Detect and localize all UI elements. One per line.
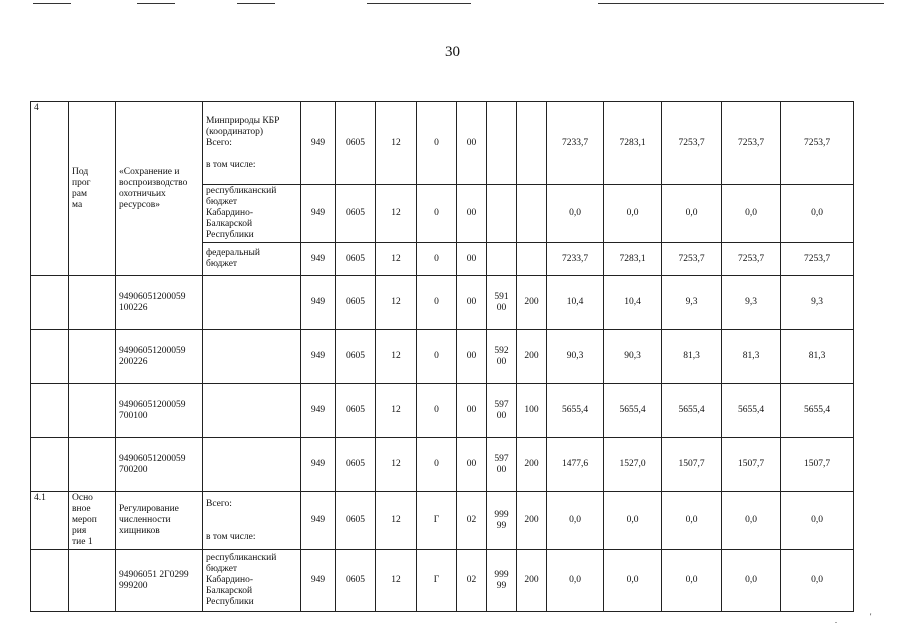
- row-name-cell: «Сохранение и воспроизводство охотничьих ресурсов»: [116, 102, 203, 276]
- row-name-cell: 94906051 2Г0299 999200: [116, 550, 203, 612]
- rzpr-cell: 0605: [336, 330, 376, 384]
- target-code-part2-cell: 0: [417, 330, 457, 384]
- target-code-part1-cell: 12: [376, 102, 417, 185]
- expense-type-cell: 200: [517, 330, 547, 384]
- amount-cell: 7253,7: [781, 243, 854, 276]
- expense-type-cell: [517, 102, 547, 185]
- amount-cell: 0,0: [662, 185, 722, 243]
- target-code-part1-cell: 12: [376, 550, 417, 612]
- amount-cell: 0,0: [781, 492, 854, 550]
- amount-cell: 5655,4: [547, 384, 604, 438]
- amount-cell: 0,0: [662, 550, 722, 612]
- row-number-cell: 4: [31, 102, 69, 276]
- target-code-part4-cell: 597 00: [487, 384, 517, 438]
- scan-mark: ': [870, 612, 872, 621]
- expense-type-cell: 100: [517, 384, 547, 438]
- amount-cell: 0,0: [604, 185, 662, 243]
- grbs-cell: 949: [301, 384, 336, 438]
- rzpr-cell: 0605: [336, 276, 376, 330]
- grbs-cell: 949: [301, 438, 336, 492]
- target-code-part1-cell: 12: [376, 276, 417, 330]
- row-source-cell: республиканский бюджет Кабардино- Балкарской Республики: [203, 185, 301, 243]
- row-source-cell: федеральный бюджет: [203, 243, 301, 276]
- amount-cell: 9,3: [722, 276, 781, 330]
- page-number: 30: [445, 44, 460, 60]
- target-code-part3-cell: 00: [457, 102, 487, 185]
- table-row: [31, 102, 854, 185]
- amount-cell: 9,3: [781, 276, 854, 330]
- expense-type-cell: [517, 185, 547, 243]
- table-row: [31, 276, 854, 330]
- row-source-cell: Минприроды КБР (координатор) Всего: в том числе:: [203, 102, 301, 185]
- rzpr-cell: 0605: [336, 550, 376, 612]
- grbs-cell: 949: [301, 492, 336, 550]
- grbs-cell: 949: [301, 550, 336, 612]
- amount-cell: 81,3: [722, 330, 781, 384]
- amount-cell: 7253,7: [662, 243, 722, 276]
- amount-cell: 0,0: [547, 492, 604, 550]
- target-code-part3-cell: 00: [457, 330, 487, 384]
- amount-cell: 0,0: [781, 550, 854, 612]
- grbs-cell: 949: [301, 102, 336, 185]
- row-type-cell: Под прог рам ма: [69, 102, 116, 276]
- row-name-cell: 94906051200059 700100: [116, 384, 203, 438]
- target-code-part3-cell: 00: [457, 243, 487, 276]
- amount-cell: 0,0: [722, 492, 781, 550]
- target-code-part1-cell: 12: [376, 330, 417, 384]
- amount-cell: 7253,7: [722, 102, 781, 185]
- target-code-part4-cell: [487, 185, 517, 243]
- amount-cell: 5655,4: [604, 384, 662, 438]
- row-number-cell: [31, 276, 69, 330]
- amount-cell: 7233,7: [547, 102, 604, 185]
- amount-cell: 1507,7: [781, 438, 854, 492]
- budget-table: [30, 101, 854, 612]
- expense-type-cell: 200: [517, 492, 547, 550]
- target-code-part2-cell: Г: [417, 492, 457, 550]
- amount-cell: 0,0: [547, 550, 604, 612]
- target-code-part4-cell: [487, 102, 517, 185]
- rzpr-cell: 0605: [336, 243, 376, 276]
- target-code-part1-cell: 12: [376, 492, 417, 550]
- target-code-part4-cell: 999 99: [487, 550, 517, 612]
- target-code-part1-cell: 12: [376, 243, 417, 276]
- grbs-cell: 949: [301, 330, 336, 384]
- row-name-cell: 94906051200059 700200: [116, 438, 203, 492]
- amount-cell: 7253,7: [781, 102, 854, 185]
- top-rule-3: [237, 3, 275, 4]
- amount-cell: 10,4: [604, 276, 662, 330]
- row-number-cell: [31, 438, 69, 492]
- top-rule-2: [137, 3, 175, 4]
- target-code-part1-cell: 12: [376, 438, 417, 492]
- target-code-part2-cell: 0: [417, 438, 457, 492]
- target-code-part4-cell: 597 00: [487, 438, 517, 492]
- target-code-part3-cell: 00: [457, 276, 487, 330]
- target-code-part2-cell: 0: [417, 185, 457, 243]
- target-code-part4-cell: 999 99: [487, 492, 517, 550]
- row-type-cell: [69, 550, 116, 612]
- rzpr-cell: 0605: [336, 492, 376, 550]
- amount-cell: 0,0: [781, 185, 854, 243]
- amount-cell: 1477,6: [547, 438, 604, 492]
- target-code-part4-cell: 591 00: [487, 276, 517, 330]
- target-code-part3-cell: 02: [457, 550, 487, 612]
- target-code-part1-cell: 12: [376, 185, 417, 243]
- amount-cell: 81,3: [662, 330, 722, 384]
- table-row: [31, 550, 854, 612]
- row-number-cell: [31, 384, 69, 438]
- rzpr-cell: 0605: [336, 102, 376, 185]
- amount-cell: 7253,7: [662, 102, 722, 185]
- target-code-part3-cell: 00: [457, 384, 487, 438]
- target-code-part2-cell: 0: [417, 102, 457, 185]
- top-rule-1: [33, 3, 71, 4]
- row-source-cell: [203, 276, 301, 330]
- target-code-part2-cell: 0: [417, 243, 457, 276]
- table-row: [31, 330, 854, 384]
- expense-type-cell: 200: [517, 550, 547, 612]
- amount-cell: 7283,1: [604, 102, 662, 185]
- target-code-part3-cell: 02: [457, 492, 487, 550]
- amount-cell: 1507,7: [722, 438, 781, 492]
- row-type-cell: [69, 384, 116, 438]
- expense-type-cell: 200: [517, 276, 547, 330]
- row-number-cell: [31, 330, 69, 384]
- amount-cell: 0,0: [722, 185, 781, 243]
- row-source-cell: Всего: в том числе:: [203, 492, 301, 550]
- top-rule-5: [598, 3, 884, 4]
- amount-cell: 9,3: [662, 276, 722, 330]
- amount-cell: 7253,7: [722, 243, 781, 276]
- row-source-cell: [203, 438, 301, 492]
- top-rule-4: [367, 3, 471, 4]
- target-code-part2-cell: Г: [417, 550, 457, 612]
- row-source-cell: [203, 330, 301, 384]
- row-type-cell: [69, 276, 116, 330]
- row-source-cell: республиканский бюджет Кабардино- Балкарской Республики: [203, 550, 301, 612]
- expense-type-cell: 200: [517, 438, 547, 492]
- grbs-cell: 949: [301, 276, 336, 330]
- target-code-part3-cell: 00: [457, 438, 487, 492]
- target-code-part4-cell: 592 00: [487, 330, 517, 384]
- amount-cell: 0,0: [604, 550, 662, 612]
- grbs-cell: 949: [301, 185, 336, 243]
- rzpr-cell: 0605: [336, 438, 376, 492]
- amount-cell: 0,0: [722, 550, 781, 612]
- amount-cell: 1507,7: [662, 438, 722, 492]
- amount-cell: 90,3: [604, 330, 662, 384]
- amount-cell: 0,0: [604, 492, 662, 550]
- target-code-part1-cell: 12: [376, 384, 417, 438]
- amount-cell: 7233,7: [547, 243, 604, 276]
- row-name-cell: 94906051200059 100226: [116, 276, 203, 330]
- row-type-cell: [69, 330, 116, 384]
- amount-cell: 0,0: [662, 492, 722, 550]
- amount-cell: 81,3: [781, 330, 854, 384]
- row-number-cell: [31, 550, 69, 612]
- rzpr-cell: 0605: [336, 384, 376, 438]
- amount-cell: 10,4: [547, 276, 604, 330]
- scan-mark: .: [835, 616, 837, 625]
- amount-cell: 90,3: [547, 330, 604, 384]
- row-name-cell: 94906051200059 200226: [116, 330, 203, 384]
- row-type-cell: Осно вное мероп рия тие 1: [69, 492, 116, 550]
- expense-type-cell: [517, 243, 547, 276]
- target-code-part4-cell: [487, 243, 517, 276]
- table-row: [31, 384, 854, 438]
- amount-cell: 5655,4: [662, 384, 722, 438]
- row-number-cell: 4.1: [31, 492, 69, 550]
- amount-cell: 5655,4: [781, 384, 854, 438]
- amount-cell: 7283,1: [604, 243, 662, 276]
- row-source-cell: [203, 384, 301, 438]
- table-row: [31, 492, 854, 550]
- target-code-part3-cell: 00: [457, 185, 487, 243]
- target-code-part2-cell: 0: [417, 276, 457, 330]
- table-row: [31, 438, 854, 492]
- target-code-part2-cell: 0: [417, 384, 457, 438]
- row-name-cell: Регулирование численности хищников: [116, 492, 203, 550]
- rzpr-cell: 0605: [336, 185, 376, 243]
- row-type-cell: [69, 438, 116, 492]
- amount-cell: 5655,4: [722, 384, 781, 438]
- amount-cell: 1527,0: [604, 438, 662, 492]
- amount-cell: 0,0: [547, 185, 604, 243]
- grbs-cell: 949: [301, 243, 336, 276]
